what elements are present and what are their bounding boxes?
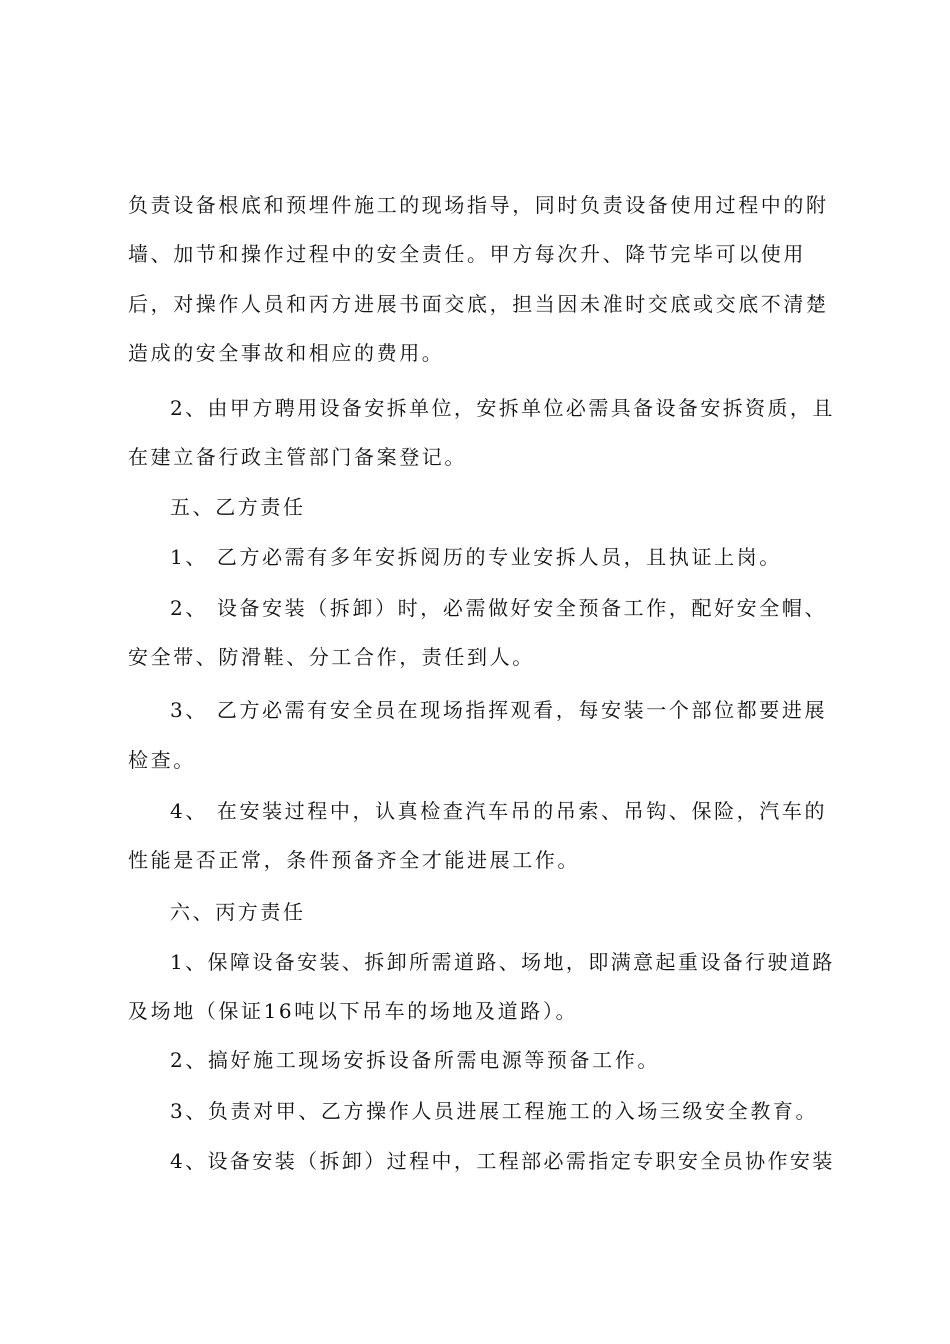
paragraph-line: 2、 设备安装（拆卸）时，必需做好安全预备工作，配好安全帽、 — [170, 596, 828, 620]
paragraph-line: 在建立备行政主管部门备案登记。 — [128, 445, 467, 469]
paragraph-line: 2、由甲方聘用设备安拆单位，安拆单位必需具备设备安拆资质，且 — [170, 396, 835, 420]
paragraph-line: 墙、加节和操作过程中的安全责任。甲方每次升、降节完毕可以使用 — [128, 242, 806, 266]
paragraph-line: 安全带、防滑鞋、分工合作，责任到人。 — [128, 645, 535, 669]
paragraph-line: 1、保障设备安装、拆卸所需道路、场地，即满意起重设备行驶道路 — [170, 950, 835, 974]
paragraph-line: 造成的安全事故和相应的费用。 — [128, 341, 445, 365]
paragraph-line: 后，对操作人员和丙方进展书面交底，担当因未准时交底或交底不清楚 — [128, 292, 829, 316]
paragraph-line: 4、设备安装（拆卸）过程中，工程部必需指定专职安全员协作安装 — [170, 1149, 835, 1173]
paragraph-line: 检查。 — [128, 748, 196, 772]
paragraph-line: 2、搞好施工现场安拆设备所需电源等预备工作。 — [170, 1048, 660, 1072]
paragraph-line: 4、 在安装过程中，认真检查汽车吊的吊索、吊钩、保险，汽车的 — [170, 799, 828, 823]
paragraph-line: 1、 乙方必需有多年安拆阅历的专业安拆人员，且执证上岗。 — [170, 545, 782, 569]
section-heading: 六、丙方责任 — [170, 900, 306, 924]
paragraph-line: 3、负责对甲、乙方操作人员进展工程施工的入场三级安全教育。 — [170, 1099, 819, 1123]
paragraph-line: 负责设备根底和预埋件施工的现场指导，同时负责设备使用过程中的附 — [128, 193, 829, 217]
paragraph-line: 性能是否正常，条件预备齐全才能进展工作。 — [128, 848, 580, 872]
section-heading: 五、乙方责任 — [170, 495, 306, 519]
paragraph-line: 及场地（保证16吨以下吊车的场地及道路）。 — [128, 999, 579, 1023]
paragraph-line: 3、 乙方必需有安全员在现场指挥观看，每安装一个部位都要进展 — [170, 698, 828, 722]
